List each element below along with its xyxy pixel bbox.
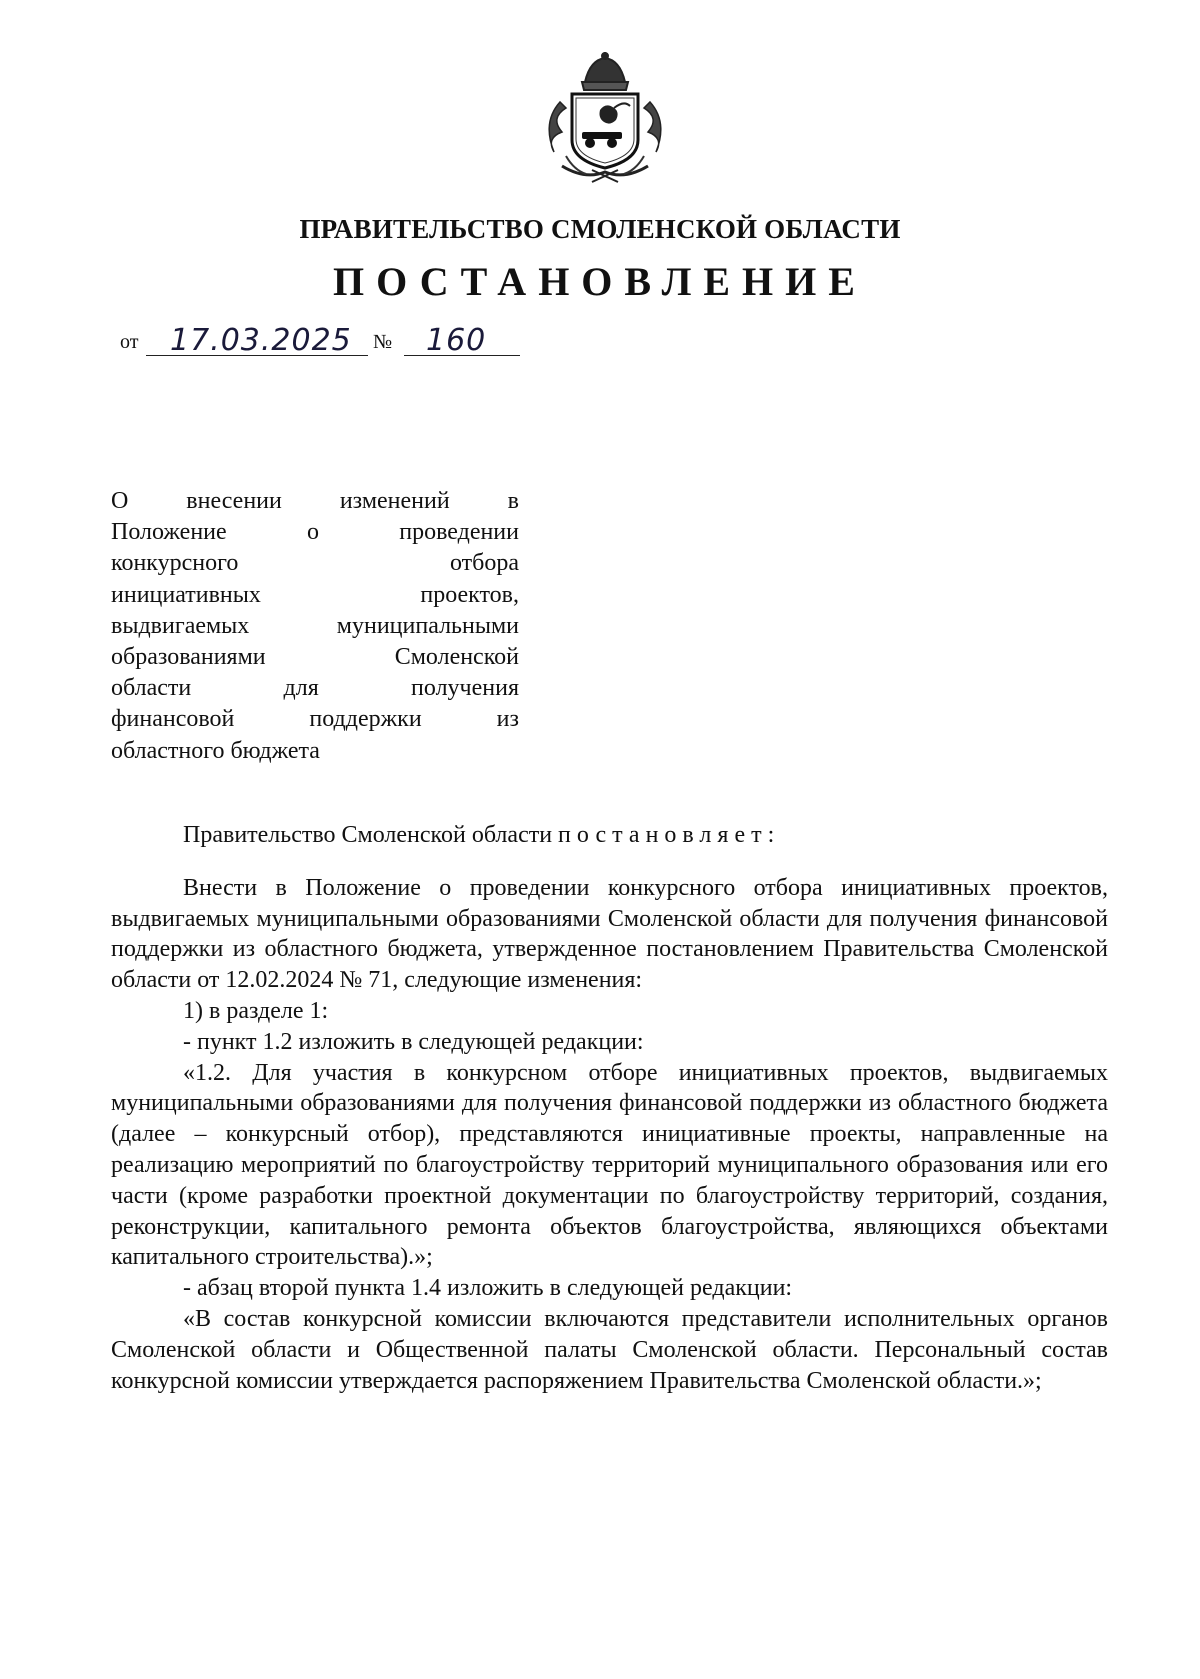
- subject-line: инициативных проектов,: [111, 581, 519, 608]
- body-paragraph: - пункт 1.2 изложить в следующей редакции:: [183, 1028, 644, 1055]
- number-prefix: №: [373, 331, 393, 353]
- organization-title: ПРАВИТЕЛЬСТВО СМОЛЕНСКОЙ ОБЛАСТИ: [299, 214, 901, 244]
- date-prefix: от: [120, 331, 139, 353]
- preamble-verb: постановляет:: [558, 822, 781, 848]
- subject-line: областного бюджета: [111, 737, 320, 764]
- body-paragraph: «В состав конкурсной комиссии включаются представители исполнительных органов Смоленской области и Общественной палаты Смоленской области. Персональный состав конкурсной комиссии утверждается распоряжением Правительства Смоленской области.»;: [111, 1305, 1108, 1394]
- subject-line: О внесении изменений в: [111, 488, 519, 514]
- subject-line: выдвигаемых муниципальными: [111, 612, 519, 639]
- body-paragraph: Внести в Положение о проведении конкурсного отбора инициативных проектов, выдвигаемых муниципальными образованиями Смоленской области для получения финансовой поддержки из областного бюджета, утвержденное постановлением Правительства Смоленской области от 12.02.2024 № 71, следующие изменения:: [111, 874, 1108, 994]
- subject-line: образованиями Смоленской: [111, 644, 519, 671]
- document-date: 17.03.2025: [170, 323, 352, 358]
- smolensk-coat-of-arms-icon: [540, 52, 670, 184]
- preamble-text: Правительство Смоленской области: [183, 822, 553, 848]
- subject-line: области для получения: [111, 675, 519, 702]
- body-paragraph: 1) в разделе 1:: [183, 997, 329, 1024]
- body-paragraph: - абзац второй пункта 1.4 изложить в следующей редакции:: [183, 1275, 793, 1302]
- document-subject: [111, 486, 519, 767]
- preamble: [111, 820, 1108, 851]
- subject-line: финансовой поддержки из: [111, 706, 519, 733]
- subject-line: конкурсного отбора: [111, 550, 519, 577]
- date-number-line: [120, 320, 540, 360]
- subject-line: Положение о проведении: [111, 519, 519, 546]
- document-body: [111, 820, 1108, 1396]
- body-paragraph: «1.2. Для участия в конкурсном отборе инициативных проектов, выдвигаемых муниципальными образованиями для получения финансовой поддержки из областного бюджета (далее – конкурсный отбор), представляются инициативные проекты, направленные на реализацию мероприятий по благоустройству территорий муниципального образования или его части (кроме разработки проектной документации по благоустройству территорий, создания, реконструкции, капитального ремонта объектов благоустройства, являющихся объектами капитального строительства).»;: [111, 1059, 1108, 1271]
- document-number: 160: [426, 323, 487, 358]
- document-type-title: ПОСТАНОВЛЕНИЕ: [333, 259, 867, 304]
